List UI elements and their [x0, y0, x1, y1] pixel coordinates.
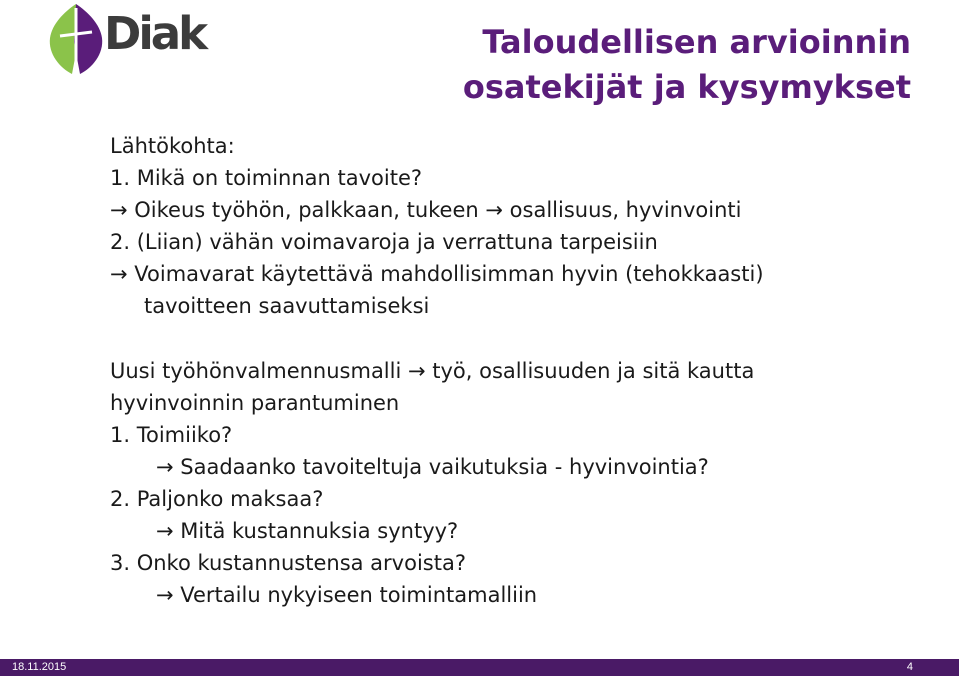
body-line: 1. Mikä on toiminnan tavoite? — [110, 166, 423, 190]
title-line-2: osatekijät ja kysymykset — [462, 68, 911, 106]
body-line: → Voimavarat käytettävä mahdollisimman hyvin (tehokkaasti) — [110, 262, 764, 286]
body-line: → Mitä kustannuksia syntyy? — [156, 519, 459, 543]
body-line: Lähtökohta: — [110, 134, 235, 158]
diak-logo — [46, 2, 206, 76]
body-line: 1. Toimiiko? — [110, 423, 233, 447]
body-line: 2. (Liian) vähän voimavaroja ja verrattuna tarpeisiin — [110, 230, 658, 254]
page-number: 4 — [906, 661, 913, 673]
paragraph-gap — [110, 322, 930, 355]
body-line: → Saadaanko tavoiteltuja vaikutuksia - hyvinvointia? — [156, 455, 709, 479]
slide-body — [110, 130, 930, 611]
logo-wordmark: Diak — [104, 7, 206, 60]
body-line: → Vertailu nykyiseen toimintamalliin — [156, 583, 538, 607]
diak-logo-mark — [46, 2, 106, 76]
body-line: → Oikeus työhön, palkkaan, tukeen → osallisuus, hyvinvointi — [110, 198, 742, 222]
title-line-1: Taloudellisen arvioinnin — [482, 23, 911, 61]
slide-title — [463, 20, 911, 110]
body-line: 3. Onko kustannustensa arvoista? — [110, 551, 466, 575]
footer-date: 18.11.2015 — [12, 661, 67, 673]
body-line: hyvinvoinnin parantuminen — [110, 391, 400, 415]
body-line: tavoitteen saavuttamiseksi — [144, 294, 430, 318]
body-line: 2. Paljonko maksaa? — [110, 487, 324, 511]
footer-bar — [0, 659, 959, 676]
body-line: Uusi työhönvalmennusmalli → työ, osallisuuden ja sitä kautta — [110, 359, 755, 383]
